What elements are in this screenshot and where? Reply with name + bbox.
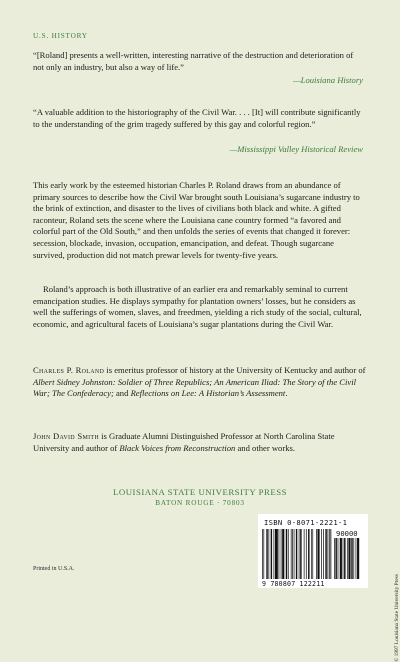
barcode-bar <box>338 538 339 579</box>
publisher-name: LOUISIANA STATE UNIVERSITY PRESS <box>0 487 400 497</box>
barcode-bar <box>271 529 272 579</box>
review-source-2: —Mississippi Valley Historical Review <box>230 144 363 154</box>
ean-barcode <box>262 529 332 579</box>
barcode-bar <box>311 529 312 579</box>
barcode-bar <box>266 529 267 579</box>
barcode-bar <box>325 529 326 579</box>
barcode-bar <box>275 529 278 579</box>
barcode-bar <box>282 529 284 579</box>
barcode-bar <box>281 529 282 579</box>
ean-digits: 9 780807 122211 <box>262 580 325 588</box>
barcode-bar <box>348 538 350 579</box>
barcode-bar <box>263 529 264 579</box>
barcode-bar <box>353 538 354 579</box>
barcode-bar <box>340 538 342 579</box>
barcode-bar <box>317 529 319 579</box>
intro-author-work: Black Voices from Reconstruction <box>119 443 235 453</box>
barcode-bar <box>291 529 292 579</box>
barcode-bar <box>268 529 269 579</box>
barcode-bar <box>356 538 357 579</box>
barcode-bar <box>299 529 300 579</box>
author-works-1: Albert Sidney Johnston: Soldier of Three Republics; An American Iliad: The Story of the Civil War; The Confederacy; <box>33 377 356 399</box>
intro-author-name: John David Smith <box>33 431 99 441</box>
barcode-bar <box>330 529 331 579</box>
review-source-1: —Louisiana History <box>293 75 363 85</box>
description-paragraph-1: This early work by the esteemed historian Charles P. Roland draws from an abundance of primary sources to describe how the Civil War brought south Louisiana’s sugarcane industry to the brink of extinction, and disaster to the lives of civilians both black and white. A gifted raconteur, Roland sets the scene where the Louisiana cane country formed “a favored and colorful part of the Old South,” and then unfolds the series of events that changed it forever: secession, blockade, invasion, occupation, emancipation, and defeat. Though sugarcane survived, production did not match prewar levels for twenty-five years. <box>33 180 367 261</box>
intro-author-bio <box>33 431 367 454</box>
barcode-bar <box>335 538 336 579</box>
barcode-bar <box>308 529 309 579</box>
review-quote-2: “A valuable addition to the historiography of the Civil War. . . . [It] will contribute significantly to the understanding of the grim tragedy suffered by this gay and colorful region.” <box>33 107 363 130</box>
barcode-bar <box>334 538 335 579</box>
barcode-bar <box>328 529 329 579</box>
barcode-bar <box>294 529 295 579</box>
isbn-number: ISBN 0-8071-2221-1 <box>264 518 347 527</box>
barcode-bar <box>274 529 275 579</box>
addon-barcode <box>334 538 364 579</box>
barcode-bar <box>296 529 297 579</box>
barcode-bar <box>321 529 322 579</box>
barcode-bar <box>347 538 348 579</box>
author-bio-text-3: . <box>285 388 287 398</box>
publisher-city: BATON ROUGE · 70803 <box>0 499 400 507</box>
barcode-bar <box>351 538 352 579</box>
description-paragraph-2: Roland’s approach is both illustrative of an earlier era and remarkably seminal to current emancipation studies. He displays sympathy for plantation owners’ losses, but he considers as well the sufferings of women, slaves, and freedmen, yielding a rich study of the social, cultural, economic, and agricultural facets of Louisiana’s sugar plantations during the Civil War. <box>33 284 367 330</box>
author-name: Charles P. Roland <box>33 365 104 375</box>
barcode-bar <box>262 529 263 579</box>
barcode-bar <box>288 529 289 579</box>
barcode-bar <box>344 538 345 579</box>
author-bio-text-2: and <box>114 388 131 398</box>
price-code: 90000 <box>336 529 358 538</box>
copyright-notice: © 1997 Louisiana State University Press <box>394 574 400 662</box>
barcode-bar <box>329 529 330 579</box>
review-quote-1: “[Roland] presents a well-written, interesting narrative of the destruction and deterioration of not only an industry, but also a way of life.” <box>33 50 363 73</box>
barcode-bar <box>316 529 317 579</box>
barcode-bar <box>306 529 307 579</box>
author-bio-text-1: is emeritus professor of history at the University of Kentucky and author of <box>104 365 365 375</box>
barcode-bar <box>357 538 359 579</box>
barcode-bar <box>323 529 324 579</box>
barcode-bar <box>312 529 313 579</box>
barcode-bar <box>304 529 305 579</box>
barcode-bar <box>292 529 293 579</box>
intro-bio-text-2: and other works. <box>235 443 295 453</box>
author-works-2: Reflections on Lee: A Historian’s Assessment <box>131 388 286 398</box>
barcode-bar <box>279 529 280 579</box>
category-label: U.S. HISTORY <box>33 32 88 40</box>
barcode-bar <box>300 529 301 579</box>
printed-in-note: Printed in U.S.A. <box>33 566 75 572</box>
intro-bio-text-1: is Graduate Alumni Distinguished Professor at North Carolina State University and author of <box>33 431 335 453</box>
author-bio <box>33 365 367 400</box>
barcode-bar <box>343 538 344 579</box>
barcode-bar <box>286 529 287 579</box>
